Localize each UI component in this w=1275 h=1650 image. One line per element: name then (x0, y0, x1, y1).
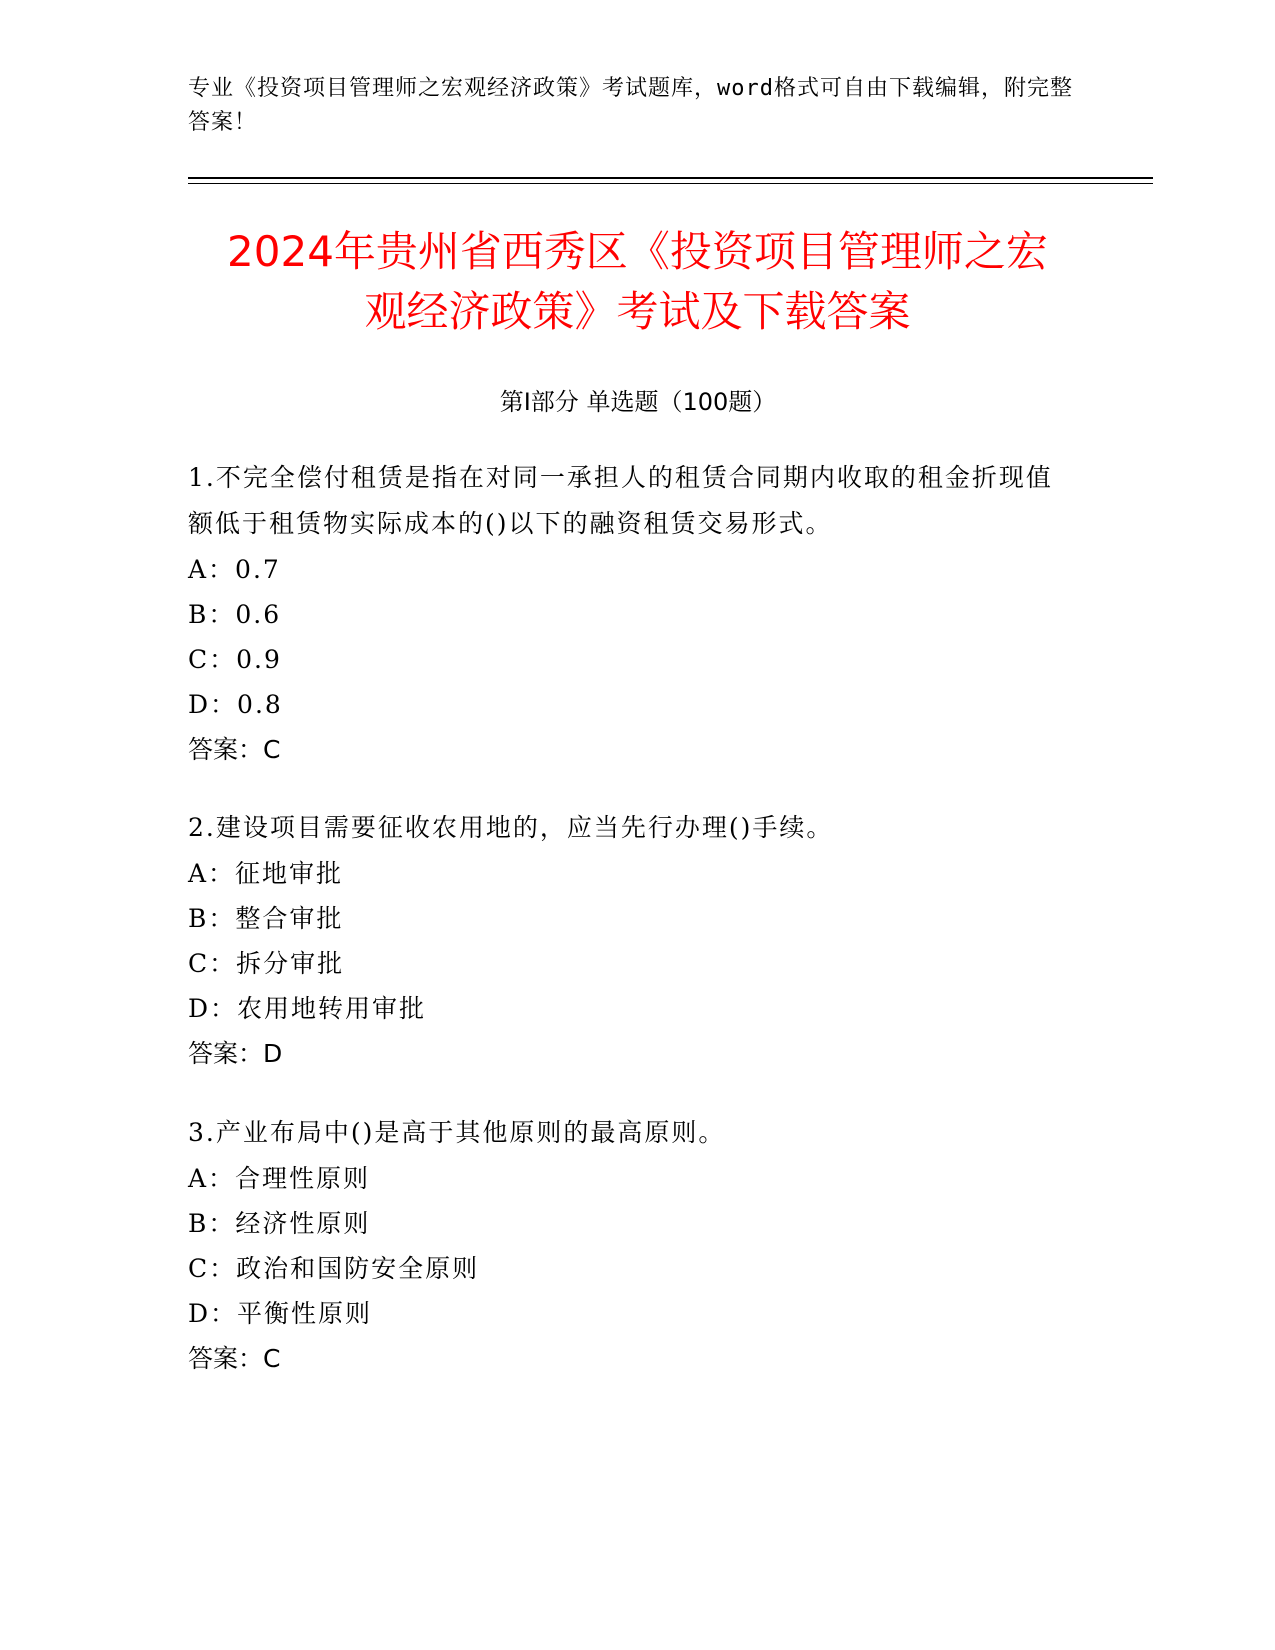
page-title (140, 222, 1135, 342)
question-block-1 (188, 455, 1068, 773)
title-line-2: 观经济政策》考试及下载答案 (364, 287, 911, 336)
section-heading: 第Ⅰ部分 单选题（100题） (499, 388, 777, 416)
option-c: C：政治和国防安全原则 (188, 1254, 480, 1283)
question-stem: 2.建设项目需要征收农用地的，应当先行办理()手续。 (188, 813, 834, 842)
option-b: B：经济性原则 (188, 1209, 371, 1238)
option-a: A：征地审批 (188, 859, 344, 888)
title-line-1: 2024年贵州省西秀区《投资项目管理师之宏 (227, 227, 1048, 276)
option-d: D：平衡性原则 (188, 1299, 373, 1328)
option-a: A：合理性原则 (188, 1164, 371, 1193)
answer-line: 答案：C (188, 1344, 281, 1373)
answer-line: 答案：D (188, 1039, 283, 1068)
question-stem: 1.不完全偿付租赁是指在对同一承担人的租赁合同期内收取的租金折现值额低于租赁物实际成本的()以下的融资租赁交易形式。 (188, 463, 1053, 538)
option-c: C：0.9 (188, 645, 282, 674)
option-d: D：农用地转用审批 (188, 994, 427, 1023)
header-note: 专业《投资项目管理师之宏观经济政策》考试题库，word格式可自由下载编辑，附完整答案！ (188, 76, 1073, 135)
option-b: B：整合审批 (188, 904, 344, 933)
option-a: A：0.7 (188, 555, 281, 584)
question-block-3 (188, 1110, 1068, 1382)
header-divider-thin (188, 183, 1153, 184)
option-b: B：0.6 (188, 600, 282, 629)
option-d: D：0.8 (188, 690, 283, 719)
header-divider-thick (188, 177, 1153, 179)
answer-line: 答案：C (188, 735, 281, 764)
question-block-2 (188, 805, 1068, 1077)
option-c: C：拆分审批 (188, 949, 345, 978)
question-stem: 3.产业布局中()是高于其他原则的最高原则。 (188, 1118, 726, 1147)
